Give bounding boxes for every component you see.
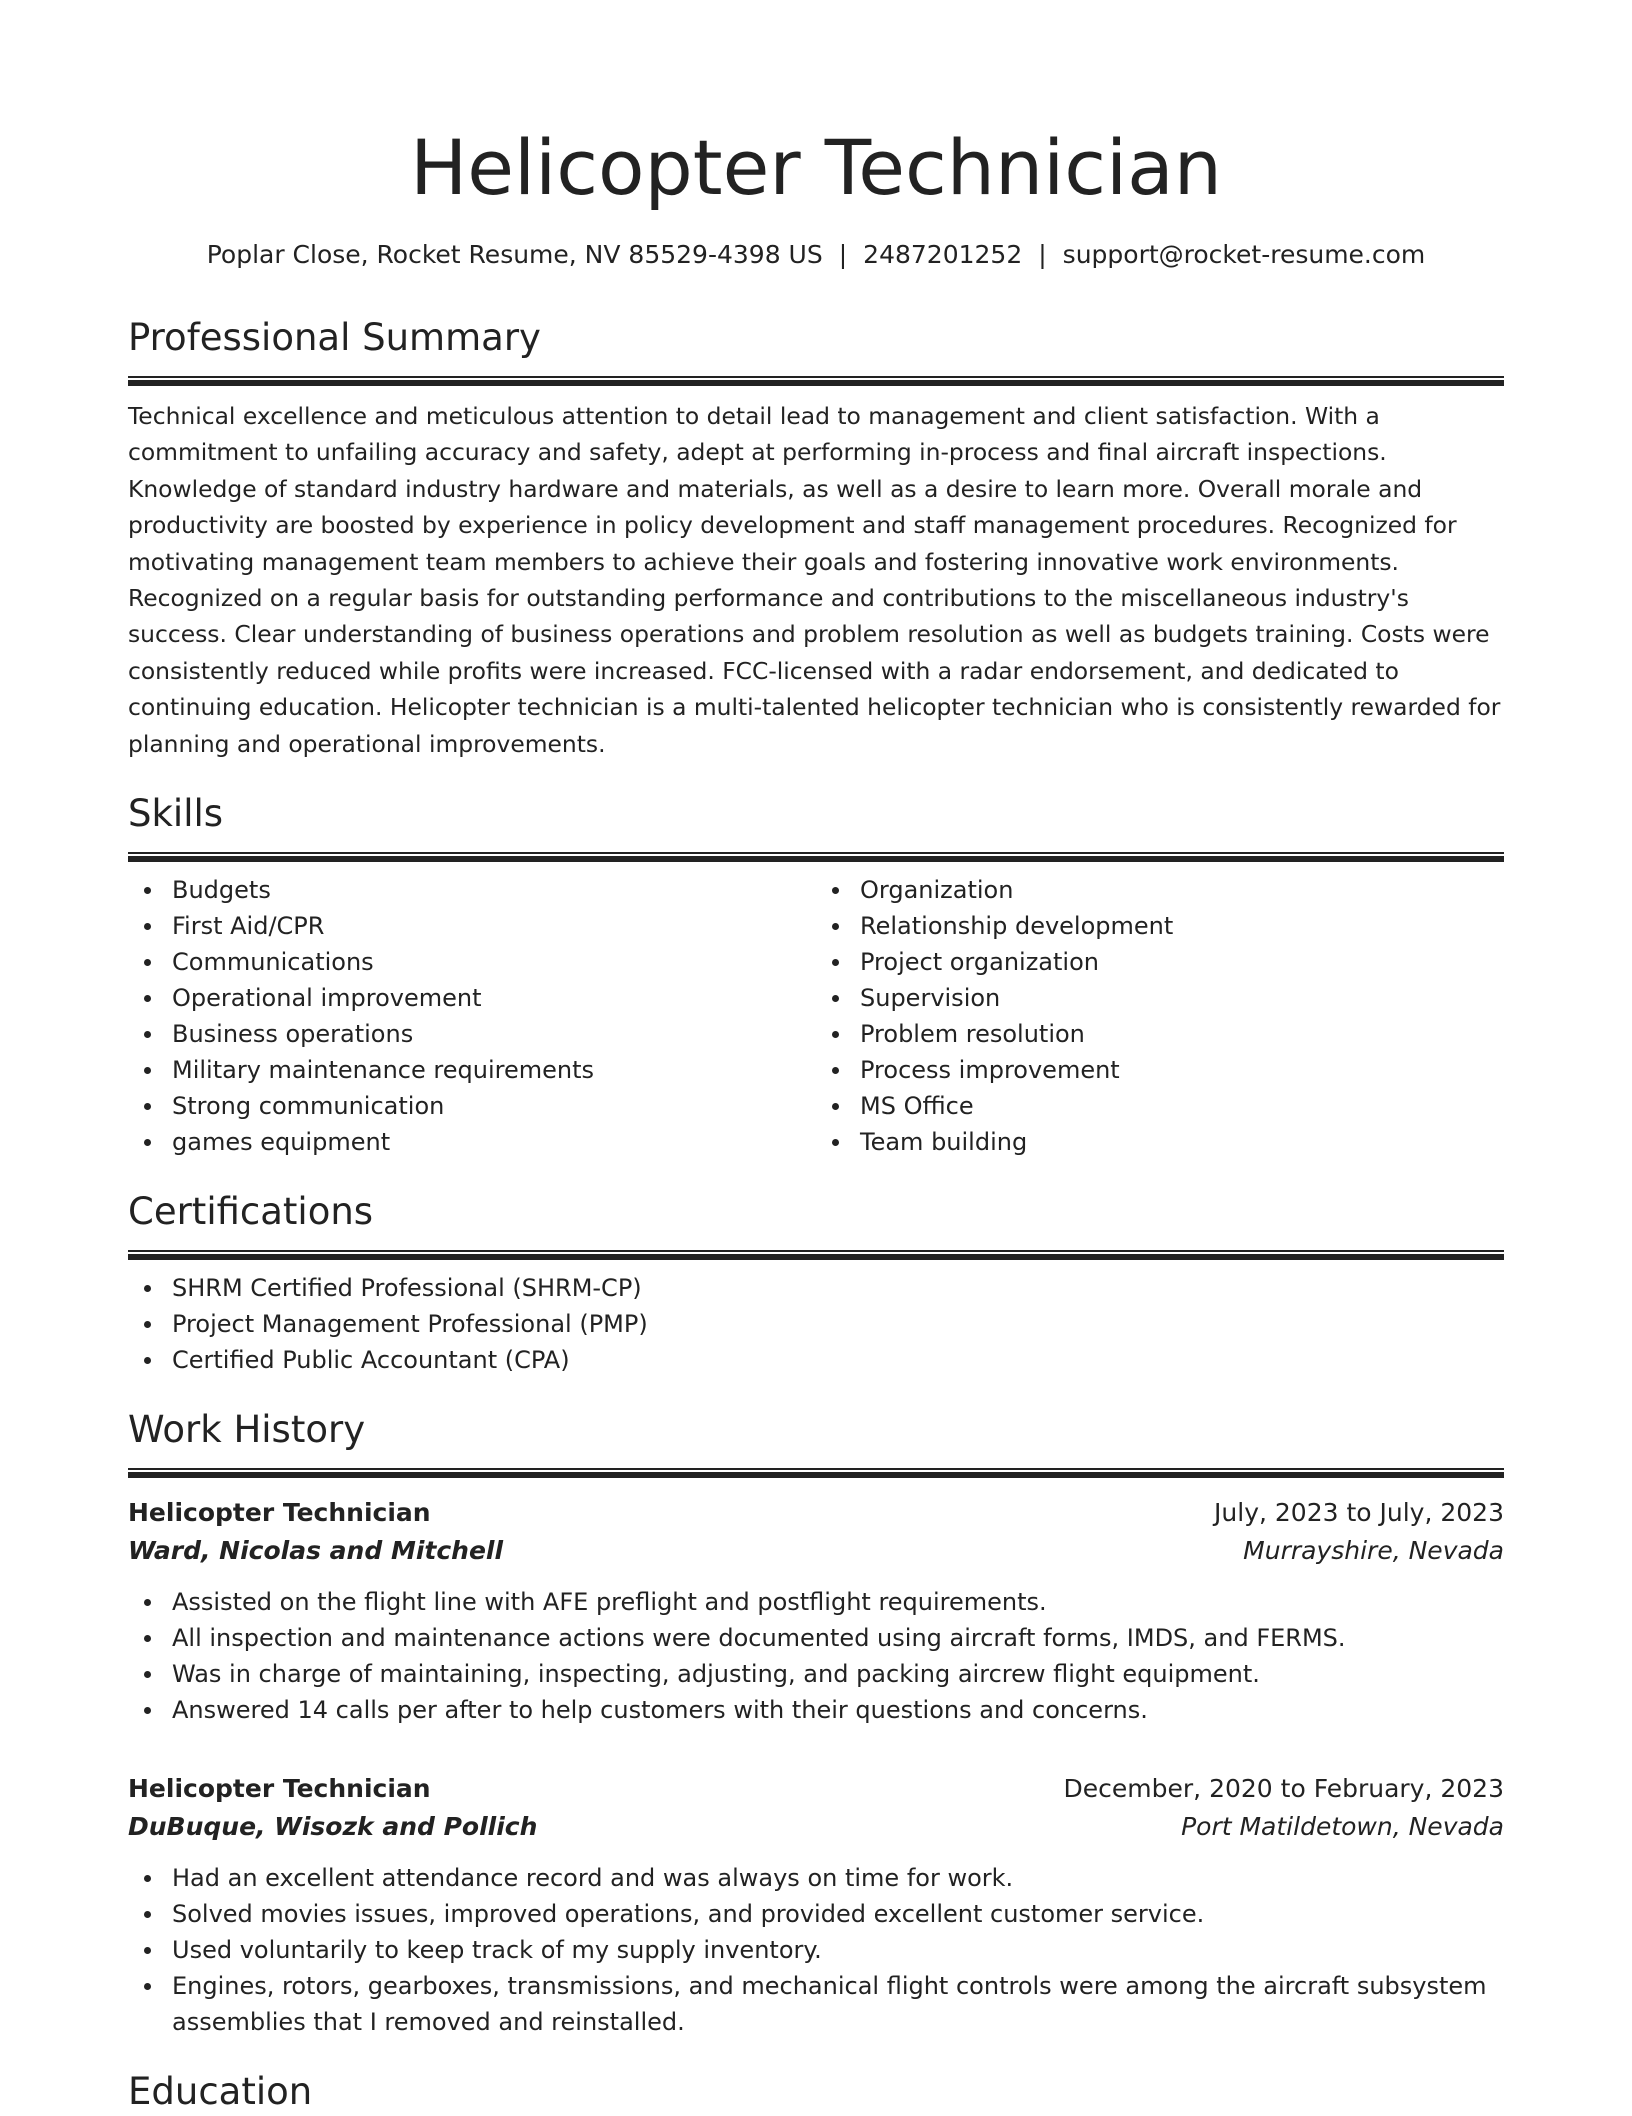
job-title: Helicopter Technician: [128, 1498, 431, 1528]
job-entry: [128, 1770, 1504, 2040]
skills-list-right: [816, 872, 1504, 1160]
skill-item: Operational improvement: [172, 980, 816, 1016]
skill-item: Communications: [172, 944, 816, 980]
certification-item: SHRM Certified Professional (SHRM-CP): [172, 1270, 1504, 1306]
contact-separator: |: [1038, 240, 1047, 269]
certification-item: Certified Public Accountant (CPA): [172, 1342, 1504, 1378]
job-bullet: Answered 14 calls per after to help customers with their questions and concerns.: [172, 1692, 1504, 1728]
education-section: [128, 2068, 1504, 2116]
certifications-list: [128, 1270, 1504, 1378]
job-entry: [128, 1494, 1504, 1728]
job-header-row: [128, 1494, 1504, 1532]
skills-list-left: [128, 872, 816, 1160]
job-title: Helicopter Technician: [128, 1774, 431, 1804]
section-divider: [128, 376, 1504, 386]
job-bullet: Had an excellent attendance record and was always on time for work.: [172, 1860, 1504, 1896]
job-bullet: Assisted on the flight line with AFE preflight and postflight requirements.: [172, 1584, 1504, 1620]
certification-item: Project Management Professional (PMP): [172, 1306, 1504, 1342]
skill-item: Supervision: [860, 980, 1504, 1016]
skill-item: Team building: [860, 1124, 1504, 1160]
section-title-education: Education: [128, 2070, 313, 2114]
skills-grid: [128, 872, 1504, 1160]
skills-section: [128, 790, 1504, 1160]
job-company: DuBuque, Wisozk and Pollich: [128, 1812, 538, 1842]
contact-address: Poplar Close, Rocket Resume, NV 85529-4398 US: [206, 240, 823, 269]
section-divider: [128, 1468, 1504, 1478]
contact-email: support@rocket-resume.com: [1062, 240, 1426, 269]
section-title-certifications: Certifications: [128, 1190, 374, 1234]
skill-item: Project organization: [860, 944, 1504, 980]
skill-item: Process improvement: [860, 1052, 1504, 1088]
job-bullets: [128, 1584, 1504, 1728]
section-title-summary: Professional Summary: [128, 316, 541, 359]
job-bullet: Engines, rotors, gearboxes, transmissions, and mechanical flight controls were among the aircraft subsystem assemblies that I removed and reinstalled.: [172, 1968, 1504, 2040]
resume-name: Helicopter Technician: [410, 123, 1222, 212]
job-header-row: [128, 1770, 1504, 1808]
job-bullet: All inspection and maintenance actions were documented using aircraft forms, IMDS, and FERMS.: [172, 1620, 1504, 1656]
job-dates: July, 2023 to July, 2023: [1214, 1498, 1504, 1528]
job-location: Port Matildetown, Nevada: [1181, 1812, 1504, 1842]
contact-separator: |: [838, 240, 848, 269]
contact-phone: 2487201252: [863, 240, 1023, 269]
skill-item: Strong communication: [172, 1088, 816, 1124]
skill-item: Budgets: [172, 872, 816, 908]
skill-item: Military maintenance requirements: [172, 1052, 816, 1088]
summary-text: Technical excellence and meticulous attention to detail lead to management and client satisfaction. With a commitment to unfailing accuracy and safety, adept at performing in-process and final aircraft inspections. Knowledge of standard industry hardware and materials, as well as a desire to learn more. Overall morale and productivity are boosted by experience in policy development and staff management procedures. Recognized for motivating management team members to achieve their goals and fostering innovative work environments. Recognized on a regular basis for outstanding performance and contributions to the miscellaneous industry's success. Clear understanding of business operations and problem resolution as well as budgets training. Costs were consistently reduced while profits were increased. FCC-licensed with a radar endorsement, and dedicated to continuing education. Helicopter technician is a multi-talented helicopter technician who is consistently rewarded for planning and operational improvements.: [128, 402, 1501, 758]
summary-section: [128, 314, 1504, 762]
skill-item: First Aid/CPR: [172, 908, 816, 944]
skill-item: Relationship development: [860, 908, 1504, 944]
job-subheader-row: [128, 1532, 1504, 1570]
skill-item: Organization: [860, 872, 1504, 908]
job-bullet: Solved movies issues, improved operations, and provided excellent customer service.: [172, 1896, 1504, 1932]
certifications-section: [128, 1188, 1504, 1378]
contact-line: [128, 238, 1504, 272]
skill-item: Business operations: [172, 1016, 816, 1052]
job-bullet: Was in charge of maintaining, inspecting, adjusting, and packing aircrew flight equipment.: [172, 1656, 1504, 1692]
job-dates: December, 2020 to February, 2023: [1063, 1774, 1504, 1804]
section-title-skills: Skills: [128, 792, 224, 836]
skill-item: Problem resolution: [860, 1016, 1504, 1052]
job-location: Murrayshire, Nevada: [1243, 1536, 1504, 1566]
skill-item: games equipment: [172, 1124, 816, 1160]
section-divider: [128, 852, 1504, 862]
work-history-section: [128, 1406, 1504, 2040]
section-title-work-history: Work History: [128, 1408, 366, 1452]
job-company: Ward, Nicolas and Mitchell: [128, 1536, 504, 1566]
job-subheader-row: [128, 1808, 1504, 1846]
job-bullet: Used voluntarily to keep track of my supply inventory.: [172, 1932, 1504, 1968]
skill-item: MS Office: [860, 1088, 1504, 1124]
section-divider: [128, 1250, 1504, 1260]
job-bullets: [128, 1860, 1504, 2040]
